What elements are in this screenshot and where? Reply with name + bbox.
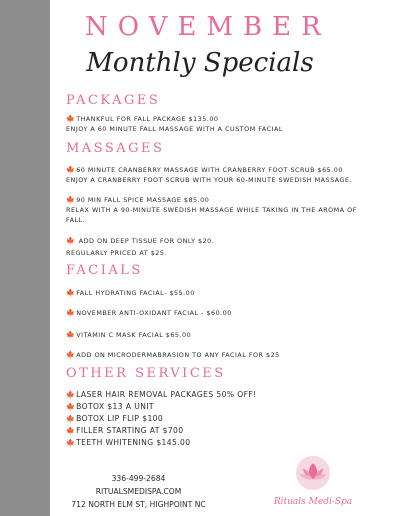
massages-line-2: ENJOY A CRANBERRY FOOT SCRUB WITH YOUR 60-MINUTE SWEDISH MASSAGE.	[66, 176, 353, 184]
monthly-specials-title: Monthly Specials	[86, 48, 314, 78]
website-link[interactable]: RITUALSMEDISPA.COM	[95, 487, 182, 496]
other-line-5: 🍁TEETH WHITENING $145.00	[66, 438, 191, 447]
massages-line-5: FALL.	[66, 216, 86, 224]
facials-line-4: 🍁ADD ON MICRODERMABRASION TO ANY FACIAL FOR $25	[66, 351, 280, 359]
maple-leaf-icon: 🍁	[66, 166, 76, 174]
massages-line-4: RELAX WITH A 90-MINUTE SWEDISH MASSAGE WHILE TAKING IN THE AROMA OF	[66, 206, 357, 214]
maple-leaf-icon: 🍁	[66, 309, 76, 317]
other-services-heading: OTHER SERVICES	[66, 366, 226, 381]
massages-heading: MASSAGES	[66, 141, 165, 156]
maple-leaf-icon: 🍁	[66, 289, 76, 297]
contact-block	[66, 472, 211, 511]
massages-line-7: REGULARLY PRICED AT $25.	[66, 249, 167, 257]
maple-leaf-icon: 🍁	[66, 403, 76, 411]
packages-line-2: ENJOY A 60 MINUTE FALL MASSAGE WITH A CUSTOM FACIAL	[66, 125, 283, 133]
facials-heading: FACIALS	[66, 263, 143, 278]
massages-line-6: 🍁 ADD ON DEEP TISSUE FOR ONLY $20.	[66, 237, 215, 245]
side-bar	[0, 0, 50, 516]
maple-leaf-icon: 🍁	[66, 331, 76, 339]
maple-leaf-icon: 🍁	[66, 196, 76, 204]
maple-leaf-icon: 🍁	[66, 439, 76, 447]
month-title: NOVEMBER	[85, 12, 331, 42]
maple-leaf-icon: 🍁	[66, 415, 76, 423]
maple-leaf-icon: 🍁	[66, 115, 76, 123]
facials-line-2: 🍁NOVEMBER ANTI-OXIDANT FACIAL - $60.00	[66, 309, 232, 317]
phone-number: 336-499-2684	[111, 474, 166, 483]
maple-leaf-icon: 🍁	[66, 351, 76, 359]
other-line-2: 🍁BOTOX $13 A UNIT	[66, 402, 154, 411]
other-line-3: 🍁BOTOX LIP FLIP $100	[66, 414, 164, 423]
maple-leaf-icon: 🍁	[66, 427, 76, 435]
logo-text: Rituals Medi-Spa	[273, 497, 353, 507]
lotus-icon	[295, 455, 331, 491]
other-line-1: 🍁LASER HAIR REMOVAL PACKAGES 50% OFF!	[66, 390, 257, 399]
logo	[258, 455, 368, 515]
facials-line-3: 🍁VITAMIN C MASK FACIAL $65.00	[66, 331, 192, 339]
massages-line-1: 🍁60 MINUTE CRANBERRY MASSAGE WITH CRANBERRY FOOT SCRUB $65.00	[66, 166, 343, 174]
maple-leaf-icon: 🍁	[66, 391, 76, 399]
facials-line-1: 🍁FALL HYDRATING FACIAL- $55.00	[66, 289, 195, 297]
massages-line-3: 🍁90 MIN FALL SPICE MASSAGE $85.00	[66, 196, 210, 204]
packages-heading: PACKAGES	[66, 93, 161, 108]
maple-leaf-icon: 🍁	[66, 237, 76, 245]
other-line-4: 🍁FILLER STARTING AT $700	[66, 426, 184, 435]
packages-line-1: 🍁THANKFUL FOR FALL PACKAGE $135.00	[66, 115, 219, 123]
address: 712 NORTH ELM ST, HIGHPOINT NC	[71, 500, 206, 509]
